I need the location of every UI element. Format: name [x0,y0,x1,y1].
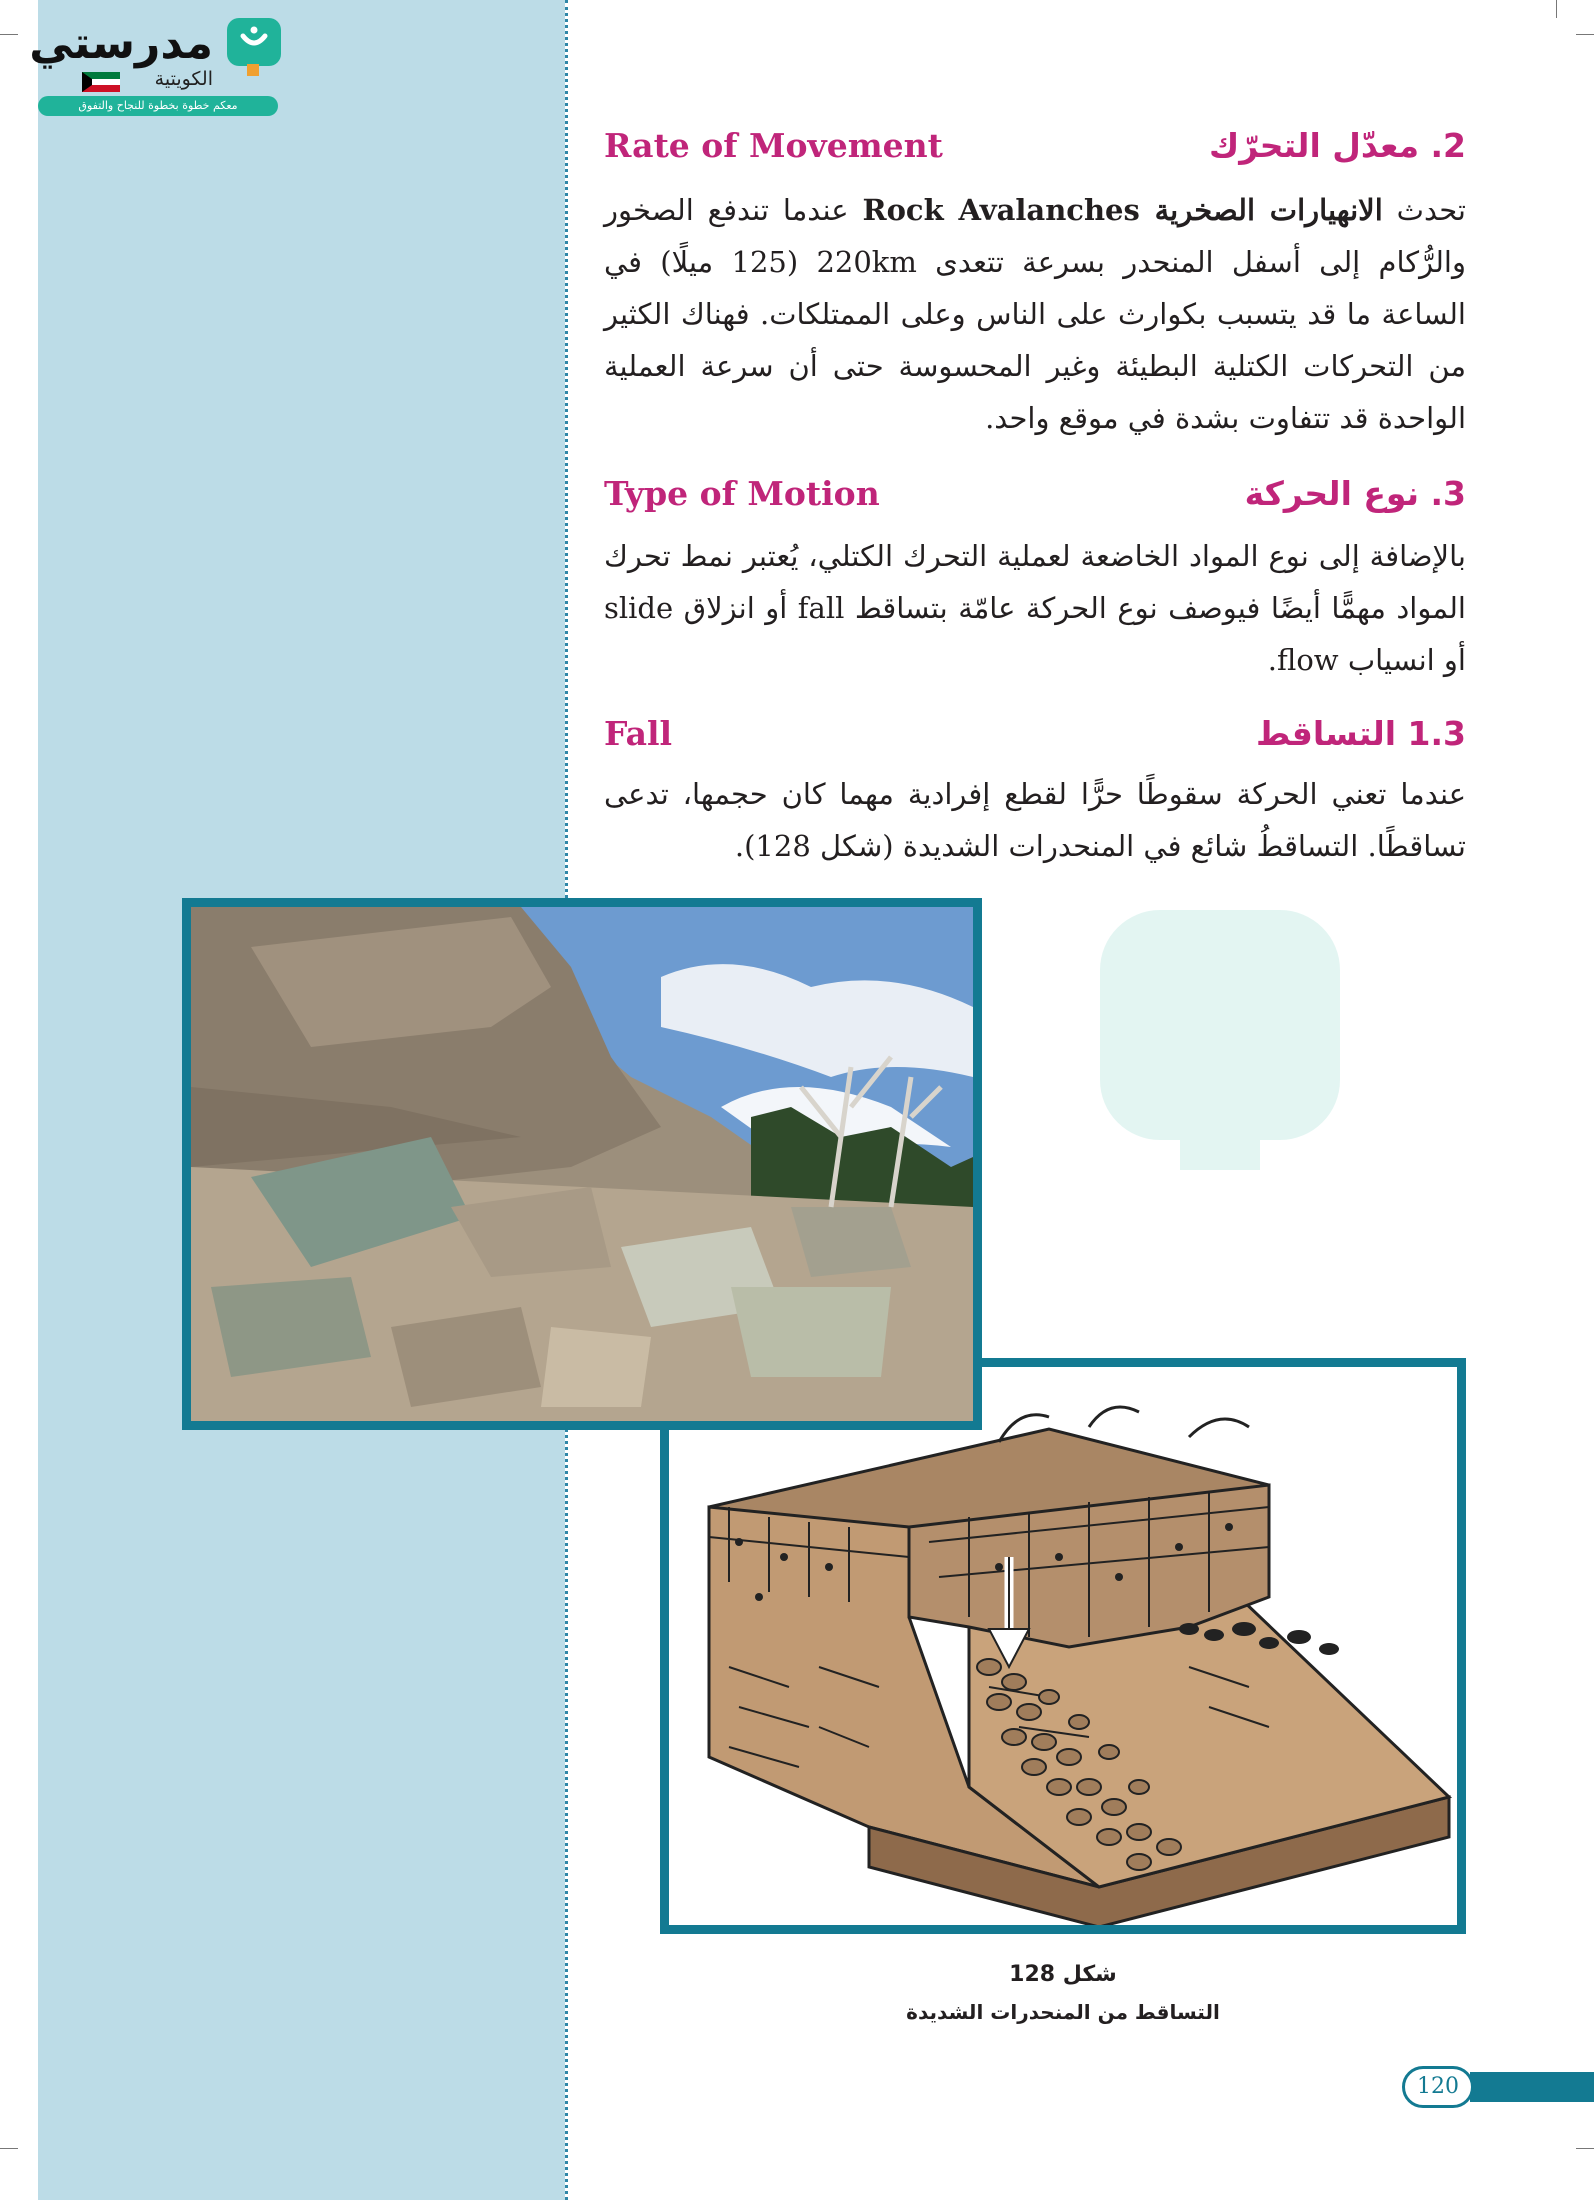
rate-text-bold: الانهيارات الصخرية Rock Avalanches [862,193,1383,227]
paragraph-fall: عندما تعني الحركة سقوطًا حرًّا لقطع إفرادية مهما كان حجمها، تدعى تساقطًا. التساقطُ شائع في المنحدرات الشديدة (شكل 128). [604,777,1466,863]
rate-text-after: عندما تندفع الصخور والرُّكام إلى أسفل المنحدر بسرعة تتعدى 220km (125 ميلًا) في الساعة ما قد يتسبب بكوارث على الناس وعلى الممتلكات. فهناك الكثير من التحركات الكتلية البطيئة وغير المحسوسة حتى أن سرعة العملية الواحدة قد تتفاوت بشدة في موقع واحد. [604,193,1466,435]
heading-type-ar: 3. نوع الحركة [1244,474,1466,513]
crop-mark [0,2148,18,2149]
site-logo [29,16,283,120]
logo-tagline: معكم خطوة بخطوة للنجاح والتفوق [38,96,278,116]
logo-name: مدرستي [29,18,213,69]
rockfall-diagram [660,1358,1466,1934]
page-number-bar [1470,2072,1594,2102]
crop-mark [0,34,18,35]
figure-caption: التساقط من المنحدرات الشديدة [906,2000,1220,2024]
page-number: 120 [1402,2066,1474,2108]
paragraph-rate [604,184,1466,444]
logo-book-icon [225,16,283,78]
figure-number: شكل 128 [1009,1962,1117,1987]
rate-text-before: تحدث [1382,193,1466,227]
heading-fall-en: Fall [604,714,673,753]
heading-type-en: Type of Motion [604,474,880,513]
heading-fall-ar: 1.3 التساقط [1255,714,1466,753]
logo-subtitle: الكويتية [154,68,213,90]
rockfall-photo-image [191,907,973,1421]
crop-mark [1576,2148,1594,2149]
kuwait-flag-icon [82,72,120,92]
crop-mark [1556,0,1557,18]
crop-mark [1576,34,1594,35]
rockfall-photo [182,898,982,1430]
heading-rate-en: Rate of Movement [604,126,943,165]
rockfall-diagram-image [669,1367,1457,1925]
paragraph-type: بالإضافة إلى نوع المواد الخاضعة لعملية التحرك الكتلي، يُعتبر نمط تحرك المواد مهمًّا أيضًا فيوصف نوع الحركة عامّة بتساقط fall أو انزلاق slide أو انسياب flow. [604,539,1466,677]
heading-rate-ar: 2. معدّل التحرّك [1209,126,1466,165]
watermark-logo-icon [1090,900,1350,1180]
